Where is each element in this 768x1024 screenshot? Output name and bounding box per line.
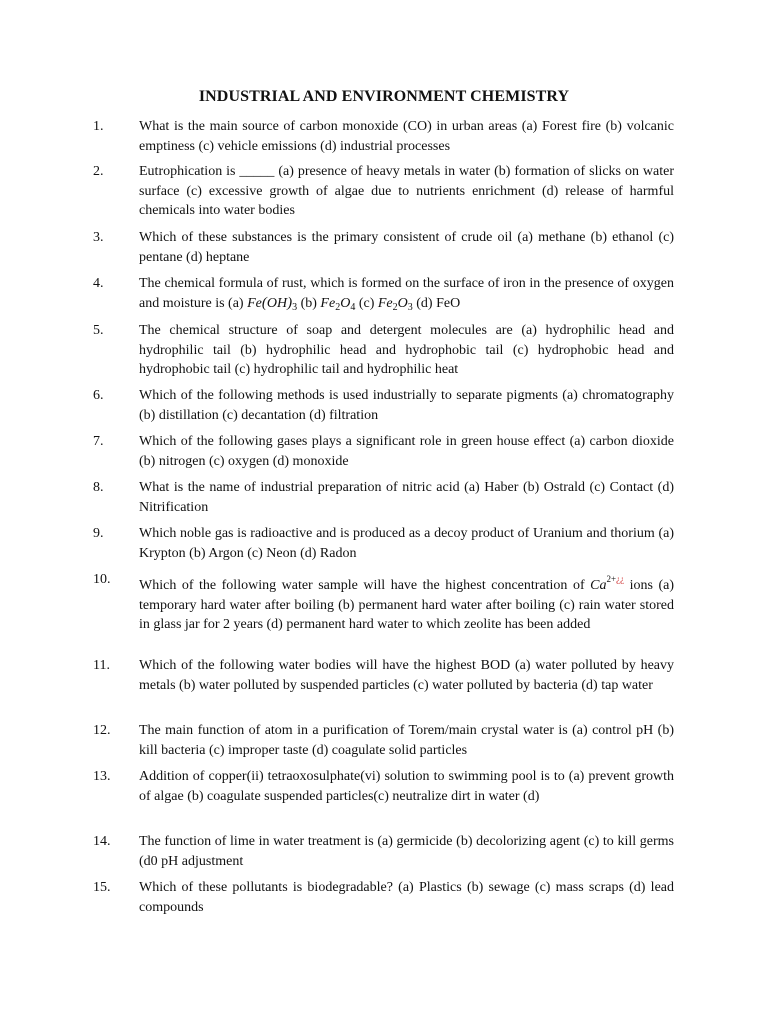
question-text: Eutrophication is _____ (a) presence of heavy metals in water (b) formation of slicks on water surface (c) excessive growth of algae due to nutrients enrichment (d) release of harmful chemicals into water bodies [139, 164, 674, 218]
question-text: The chemical structure of soap and detergent molecules are (a) hydrophilic head and hydrophilic tail (b) hydrophilic head and hydrophobic tail (c) hydrophobic head and hydrophobic tail (c) hydrophilic tail and hydrophilic heat [139, 323, 674, 377]
question-text: Which of the following water bodies will have the highest BOD (a) water polluted by heavy metals (b) water polluted by suspended particles (c) water polluted by bacteria (d) tap water [139, 658, 674, 693]
question-text: Which noble gas is radioactive and is produced as a decoy product of Uranium and thorium (a) Krypton (b) Argon (c) Neon (d) Radon [139, 526, 674, 561]
question-text-after: ions (a) temporary hard water after boiling (b) permanent hard water after boiling (c) rain water stored in glass jar for 2 years (d) permanent hard water to which zeolite has been added [139, 578, 675, 632]
question-number: 2. [93, 164, 104, 179]
question-text: What is the main source of carbon monoxide (CO) in urban areas (a) Forest fire (b) volcanic emptiness (c) vehicle emissions (d) industrial processes [139, 119, 674, 154]
formula-ca-ion: $Ca^{2+¿¿}$ [590, 574, 625, 593]
option-c-label: (c) [358, 295, 375, 311]
question-number: 13. [93, 769, 111, 784]
question-text: The function of lime in water treatment is (a) germicide (b) decolorizing agent (c) to kill germs (d0 pH adjustment [139, 834, 674, 869]
question-number: 14. [93, 834, 111, 849]
question-text-before: Which of the following water sample will have the highest concentration of [139, 578, 585, 593]
question-text: The main function of atom in a purification of Torem/main crystal water is (a) control pH (b) kill bacteria (c) improper taste (d) coagulate solid particles [139, 723, 674, 758]
question-number: 8. [93, 480, 104, 495]
question-number: 5. [93, 323, 104, 338]
question-text: Which of the following gases plays a significant role in green house effect (a) carbon dioxide (b) nitrogen (c) oxygen (d) monoxide [139, 434, 674, 469]
formula-fe2o4: $Fe_2O_4$ [320, 295, 356, 313]
question-text: Which of these pollutants is biodegradable? (a) Plastics (b) sewage (c) mass scraps (d) lead compounds [139, 880, 674, 915]
formula-fe-oh-3: $Fe(OH)_3$ [247, 294, 298, 313]
question-number: 4. [93, 276, 104, 291]
option-b-label: (b) [300, 295, 317, 311]
question-number: 3. [93, 230, 104, 245]
question-text [139, 570, 674, 635]
question-number: 15. [93, 880, 111, 895]
formula-fe2o3: $Fe_2O_3$ [377, 295, 413, 313]
question-text [139, 274, 674, 317]
document-title: INDUSTRIAL AND ENVIRONMENT CHEMISTRY [198, 88, 570, 105]
question-text-after: (d) FeO [416, 295, 461, 311]
question-text: Which of these substances is the primary consistent of crude oil (a) methane (b) ethanol (c) pentane (d) heptane [139, 230, 674, 265]
question-text: What is the name of industrial preparation of nitric acid (a) Haber (b) Ostrald (c) Contact (d) Nitrification [139, 480, 674, 515]
question-number: 1. [93, 119, 104, 134]
question-number: 6. [93, 388, 104, 403]
question-number: 12. [93, 723, 111, 738]
question-text: Which of the following methods is used industrially to separate pigments (a) chromatography (b) distillation (c) decantation (d) filtration [139, 388, 674, 423]
question-number: 11. [93, 658, 110, 673]
question-text-before: The chemical formula of rust, which is formed on the surface of iron in the presence of oxygen and moisture is (a) [139, 276, 674, 311]
question-text: Addition of copper(ii) tetraoxosulphate(vi) solution to swimming pool is to (a) prevent growth of algae (b) coagulate suspended particles(c) neutralize dirt in water (d) [139, 769, 674, 804]
question-number: 7. [93, 434, 104, 449]
question-number: 9. [93, 526, 104, 541]
question-number: 10. [93, 572, 111, 587]
